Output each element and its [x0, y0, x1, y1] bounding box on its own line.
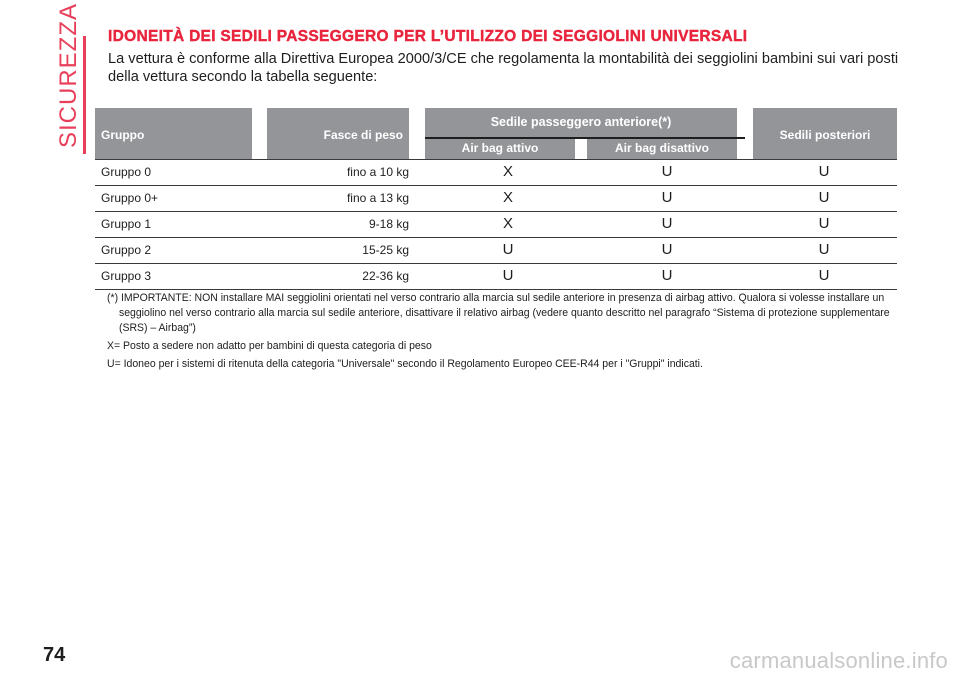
table-row [95, 263, 897, 290]
cell-rear: U [818, 267, 830, 284]
cell-rear: U [818, 215, 830, 232]
cell-airbag-off: U [661, 189, 673, 206]
header-front-seat [425, 108, 737, 159]
header-fasce [267, 108, 409, 159]
header-rear-seats-label: Sedili posteriori [779, 128, 871, 142]
note-x-legend: X= Posto a sedere non adatto per bambini di questa categoria di peso [107, 340, 432, 352]
watermark: carmanualsonline.info [729, 648, 948, 673]
header-fasce-label: Fasce di peso [323, 128, 403, 142]
intro-paragraph: La vettura è conforme alla Direttiva Europea 2000/3/CE che regolamenta la montabilità dei seggiolini bambini sui vari posti della vettura secondo la tabella seguente: [108, 51, 899, 85]
cell-airbag-off: U [661, 215, 673, 232]
cell-airbag-on: U [502, 241, 514, 258]
cell-gruppo: Gruppo 1 [101, 217, 152, 231]
cell-gruppo: Gruppo 2 [101, 243, 152, 257]
cell-gruppo: Gruppo 0 [101, 165, 152, 179]
table-row [95, 159, 897, 185]
header-divider-extension [737, 137, 745, 139]
table-row [95, 211, 897, 237]
cell-fasce: 9-18 kg [368, 217, 409, 231]
cell-airbag-off: U [661, 241, 673, 258]
cell-rear: U [818, 163, 830, 180]
note-important: (*) IMPORTANTE: NON installare MAI seggiolini orientati nel verso contrario alla marcia sul sedile anteriore in presenza di airbag attivo. Qualora si volesse installare un seggiolino nel verso contrario alla marcia sul sedile anteriore, disattivare il relativo airbag (vedere quanto descritto nel paragrafo “Sistema di protezione supplementare (SRS) – Airbag”) [107, 292, 890, 334]
cell-fasce: 15-25 kg [362, 243, 409, 257]
table-row [95, 185, 897, 211]
cell-rear: U [818, 189, 830, 206]
page-heading: IDONEITÀ DEI SEDILI PASSEGGERO PER L’UTILIZZO DEI SEGGIOLINI UNIVERSALI [108, 28, 748, 45]
header-airbag-off: Air bag disattivo [614, 141, 709, 155]
cell-fasce: 22-36 kg [362, 269, 409, 283]
table-header [95, 108, 897, 159]
cell-airbag-on: X [502, 189, 513, 206]
header-rear-seats [753, 108, 897, 159]
table-row [95, 237, 897, 263]
note-u-legend: U= Idoneo per i sistemi di ritenuta della categoria "Universale" secondo il Regolamento Europeo CEE-R44 per i "Gruppi" indicati. [107, 358, 703, 370]
cell-gruppo: Gruppo 0+ [101, 191, 159, 205]
cell-airbag-off: U [661, 163, 673, 180]
section-label: SICUREZZA [55, 2, 82, 148]
page-number: 74 [43, 644, 66, 666]
section-bar [83, 36, 86, 154]
header-gap [575, 139, 587, 159]
cell-airbag-off: U [661, 267, 673, 284]
cell-gruppo: Gruppo 3 [101, 269, 152, 283]
cell-airbag-on: X [502, 215, 513, 232]
header-airbag-on: Air bag attivo [461, 141, 539, 155]
table-notes [107, 291, 907, 375]
header-gruppo-label: Gruppo [101, 128, 145, 142]
cell-fasce: fino a 13 kg [346, 191, 409, 205]
cell-rear: U [818, 241, 830, 258]
cell-airbag-on: X [502, 163, 513, 180]
cell-airbag-on: U [502, 267, 514, 284]
cell-fasce: fino a 10 kg [346, 165, 409, 179]
header-front-seat-label: Sedile passeggero anteriore(*) [490, 115, 672, 129]
child-seat-table [95, 108, 897, 290]
header-gruppo [95, 108, 252, 159]
